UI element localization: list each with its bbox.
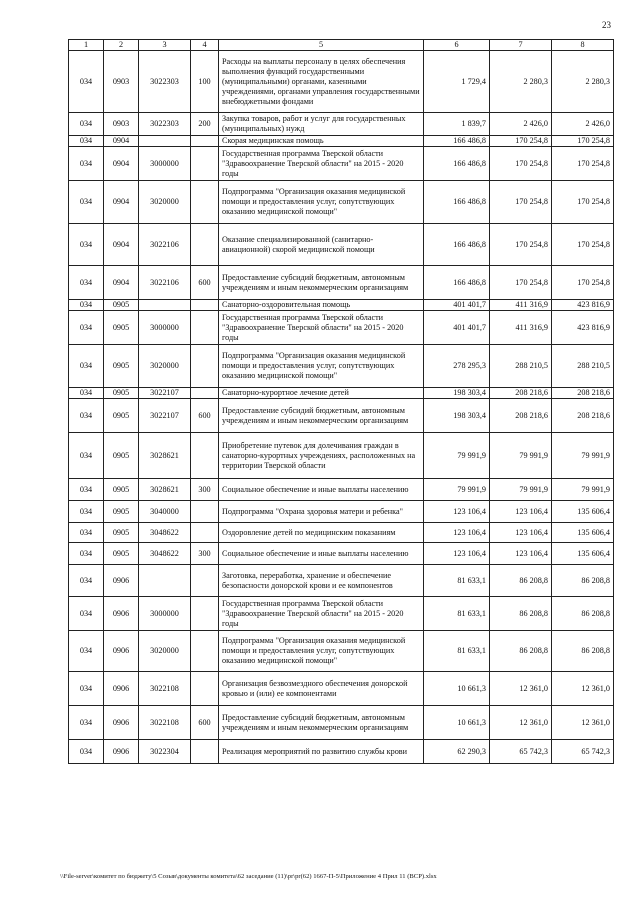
cell-expense-type xyxy=(191,565,219,597)
cell-expense-type xyxy=(191,147,219,181)
cell-expense-type xyxy=(191,523,219,543)
cell-ministry: 034 xyxy=(69,345,104,388)
cell-expense-type xyxy=(191,224,219,266)
cell-ministry: 034 xyxy=(69,706,104,740)
cell-expense-type xyxy=(191,181,219,224)
cell-amount-col7: 288 210,5 xyxy=(490,345,552,388)
cell-amount-col7: 208 218,6 xyxy=(490,388,552,399)
cell-amount-col6: 1 839,7 xyxy=(424,113,490,136)
header-cell: 1 xyxy=(69,40,104,51)
cell-ministry: 034 xyxy=(69,113,104,136)
cell-amount-col8: 79 991,9 xyxy=(552,479,614,501)
table-row xyxy=(69,565,614,597)
cell-section: 0906 xyxy=(104,565,139,597)
cell-target-article: 3048622 xyxy=(139,523,191,543)
header-cell: 8 xyxy=(552,40,614,51)
cell-target-article: 3022303 xyxy=(139,113,191,136)
cell-ministry: 034 xyxy=(69,543,104,565)
table-row xyxy=(69,51,614,113)
cell-description: Организация безвозмездного обеспечения донорской кровью и (или) ее компонентами xyxy=(219,672,424,706)
table-row xyxy=(69,543,614,565)
cell-amount-col6: 401 401,7 xyxy=(424,311,490,345)
cell-description: Расходы на выплаты персоналу в целях обеспечения выполнения функций государственными (муниципальными) органами, казенными учреждениями, органами управления государственными внебюджетными фондами xyxy=(219,51,424,113)
table-row xyxy=(69,706,614,740)
cell-amount-col6: 123 106,4 xyxy=(424,501,490,523)
table-row xyxy=(69,433,614,479)
cell-description: Предоставление субсидий бюджетным, автономным учреждениям и иным некоммерческим организациям xyxy=(219,266,424,300)
cell-expense-type xyxy=(191,672,219,706)
cell-amount-col6: 166 486,8 xyxy=(424,266,490,300)
cell-description: Оказание специализированной (санитарно-авиационной) скорой медицинской помощи xyxy=(219,224,424,266)
table-row xyxy=(69,224,614,266)
cell-description: Государственная программа Тверской области "Здравоохранение Тверской области" на 2015 - 2020 годы xyxy=(219,597,424,631)
cell-amount-col7: 170 254,8 xyxy=(490,147,552,181)
cell-amount-col6: 81 633,1 xyxy=(424,631,490,672)
cell-amount-col6: 10 661,3 xyxy=(424,672,490,706)
cell-target-article: 3000000 xyxy=(139,597,191,631)
cell-target-article xyxy=(139,565,191,597)
cell-amount-col8: 170 254,8 xyxy=(552,266,614,300)
cell-expense-type xyxy=(191,631,219,672)
cell-section: 0904 xyxy=(104,266,139,300)
table-row xyxy=(69,388,614,399)
cell-description: Социальное обеспечение и иные выплаты населению xyxy=(219,543,424,565)
table-row xyxy=(69,266,614,300)
cell-section: 0906 xyxy=(104,672,139,706)
cell-amount-col6: 166 486,8 xyxy=(424,224,490,266)
cell-description: Санаторно-оздоровительная помощь xyxy=(219,300,424,311)
cell-amount-col7: 79 991,9 xyxy=(490,479,552,501)
cell-amount-col7: 411 316,9 xyxy=(490,300,552,311)
cell-target-article: 3022107 xyxy=(139,399,191,433)
cell-section: 0904 xyxy=(104,147,139,181)
cell-amount-col7: 170 254,8 xyxy=(490,266,552,300)
cell-section: 0905 xyxy=(104,479,139,501)
cell-section: 0905 xyxy=(104,345,139,388)
cell-expense-type xyxy=(191,740,219,764)
header-cell: 2 xyxy=(104,40,139,51)
cell-amount-col8: 12 361,0 xyxy=(552,672,614,706)
cell-amount-col8: 170 254,8 xyxy=(552,181,614,224)
cell-expense-type: 100 xyxy=(191,51,219,113)
cell-amount-col8: 135 606,4 xyxy=(552,501,614,523)
cell-section: 0905 xyxy=(104,433,139,479)
cell-amount-col7: 86 208,8 xyxy=(490,631,552,672)
cell-expense-type xyxy=(191,311,219,345)
cell-expense-type xyxy=(191,433,219,479)
cell-ministry: 034 xyxy=(69,523,104,543)
cell-expense-type xyxy=(191,501,219,523)
cell-target-article: 3000000 xyxy=(139,311,191,345)
cell-target-article xyxy=(139,300,191,311)
cell-amount-col7: 123 106,4 xyxy=(490,501,552,523)
cell-section: 0906 xyxy=(104,706,139,740)
cell-amount-col7: 208 218,6 xyxy=(490,399,552,433)
table-row xyxy=(69,501,614,523)
cell-description: Скорая медицинская помощь xyxy=(219,136,424,147)
cell-description: Социальное обеспечение и иные выплаты населению xyxy=(219,479,424,501)
cell-target-article: 3020000 xyxy=(139,345,191,388)
cell-expense-type: 600 xyxy=(191,706,219,740)
cell-description: Заготовка, переработка, хранение и обеспечение безопасности донорской крови и ее компонентов xyxy=(219,565,424,597)
page-number: 23 xyxy=(602,20,611,30)
cell-target-article: 3028621 xyxy=(139,433,191,479)
cell-target-article: 3022304 xyxy=(139,740,191,764)
cell-ministry: 034 xyxy=(69,266,104,300)
header-cell: 4 xyxy=(191,40,219,51)
cell-section: 0905 xyxy=(104,543,139,565)
cell-description: Закупка товаров, работ и услуг для государственных (муниципальных) нужд xyxy=(219,113,424,136)
cell-amount-col7: 79 991,9 xyxy=(490,433,552,479)
cell-section: 0903 xyxy=(104,113,139,136)
cell-ministry: 034 xyxy=(69,740,104,764)
cell-target-article: 3022106 xyxy=(139,266,191,300)
footer-file-path: \\File-server\комитет по бюджету\5 Созыв\документы комитета\62 заседание (11)\pr\pr(62) 1667-П-5\Приложение 4 Прил 11 (ВСР).xlsx xyxy=(60,873,437,880)
table-row xyxy=(69,113,614,136)
cell-amount-col6: 1 729,4 xyxy=(424,51,490,113)
cell-description: Подпрограмма "Организация оказания медицинской помощи и предоставления услуг, сопутствующих оказанию медицинской помощи" xyxy=(219,181,424,224)
cell-target-article: 3020000 xyxy=(139,631,191,672)
cell-ministry: 034 xyxy=(69,300,104,311)
cell-amount-col6: 81 633,1 xyxy=(424,597,490,631)
cell-ministry: 034 xyxy=(69,51,104,113)
cell-amount-col7: 170 254,8 xyxy=(490,181,552,224)
cell-amount-col7: 12 361,0 xyxy=(490,672,552,706)
table-row xyxy=(69,399,614,433)
cell-expense-type: 300 xyxy=(191,543,219,565)
cell-ministry: 034 xyxy=(69,597,104,631)
cell-amount-col7: 2 426,0 xyxy=(490,113,552,136)
table-row xyxy=(69,345,614,388)
table-row xyxy=(69,523,614,543)
header-cell: 3 xyxy=(139,40,191,51)
cell-target-article: 3022107 xyxy=(139,388,191,399)
cell-target-article: 3020000 xyxy=(139,181,191,224)
cell-description: Реализация мероприятий по развитию службы крови xyxy=(219,740,424,764)
cell-target-article: 3028621 xyxy=(139,479,191,501)
table-header-row xyxy=(69,40,614,51)
cell-section: 0905 xyxy=(104,388,139,399)
cell-expense-type: 600 xyxy=(191,399,219,433)
cell-description: Предоставление субсидий бюджетным, автономным учреждениям и иным некоммерческим организациям xyxy=(219,706,424,740)
cell-amount-col7: 86 208,8 xyxy=(490,565,552,597)
cell-amount-col8: 135 606,4 xyxy=(552,543,614,565)
cell-target-article: 3022106 xyxy=(139,224,191,266)
cell-amount-col6: 123 106,4 xyxy=(424,523,490,543)
cell-section: 0904 xyxy=(104,136,139,147)
cell-section: 0905 xyxy=(104,300,139,311)
cell-ministry: 034 xyxy=(69,311,104,345)
cell-amount-col8: 423 816,9 xyxy=(552,300,614,311)
cell-amount-col8: 86 208,8 xyxy=(552,565,614,597)
cell-section: 0905 xyxy=(104,399,139,433)
budget-table xyxy=(68,39,614,764)
header-cell: 5 xyxy=(219,40,424,51)
table-row xyxy=(69,631,614,672)
cell-description: Подпрограмма "Организация оказания медицинской помощи и предоставления услуг, сопутствующих оказанию медицинской помощи" xyxy=(219,345,424,388)
cell-target-article: 3040000 xyxy=(139,501,191,523)
cell-section: 0905 xyxy=(104,311,139,345)
cell-amount-col7: 170 254,8 xyxy=(490,224,552,266)
cell-amount-col8: 170 254,8 xyxy=(552,136,614,147)
table-row xyxy=(69,597,614,631)
table-row xyxy=(69,311,614,345)
cell-amount-col7: 411 316,9 xyxy=(490,311,552,345)
cell-ministry: 034 xyxy=(69,388,104,399)
cell-expense-type: 600 xyxy=(191,266,219,300)
cell-amount-col8: 65 742,3 xyxy=(552,740,614,764)
cell-ministry: 034 xyxy=(69,399,104,433)
header-cell: 6 xyxy=(424,40,490,51)
header-cell: 7 xyxy=(490,40,552,51)
cell-amount-col8: 86 208,8 xyxy=(552,597,614,631)
cell-amount-col8: 208 218,6 xyxy=(552,399,614,433)
cell-amount-col7: 123 106,4 xyxy=(490,523,552,543)
cell-ministry: 034 xyxy=(69,565,104,597)
cell-amount-col7: 12 361,0 xyxy=(490,706,552,740)
cell-section: 0906 xyxy=(104,631,139,672)
cell-amount-col8: 12 361,0 xyxy=(552,706,614,740)
cell-amount-col8: 288 210,5 xyxy=(552,345,614,388)
table-body xyxy=(69,51,614,764)
cell-description: Государственная программа Тверской области "Здравоохранение Тверской области" на 2015 - 2020 годы xyxy=(219,147,424,181)
cell-amount-col6: 81 633,1 xyxy=(424,565,490,597)
table-row xyxy=(69,181,614,224)
cell-section: 0905 xyxy=(104,501,139,523)
cell-amount-col6: 166 486,8 xyxy=(424,136,490,147)
cell-expense-type: 200 xyxy=(191,113,219,136)
table-row xyxy=(69,136,614,147)
cell-expense-type xyxy=(191,136,219,147)
table-row xyxy=(69,672,614,706)
cell-ministry: 034 xyxy=(69,501,104,523)
cell-description: Подпрограмма "Организация оказания медицинской помощи и предоставления услуг, сопутствующих оказанию медицинской помощи" xyxy=(219,631,424,672)
cell-description: Государственная программа Тверской области "Здравоохранение Тверской области" на 2015 - 2020 годы xyxy=(219,311,424,345)
cell-target-article: 3022303 xyxy=(139,51,191,113)
cell-expense-type: 300 xyxy=(191,479,219,501)
cell-section: 0906 xyxy=(104,597,139,631)
cell-description: Предоставление субсидий бюджетным, автономным учреждениям и иным некоммерческим организациям xyxy=(219,399,424,433)
cell-amount-col6: 79 991,9 xyxy=(424,479,490,501)
table-row xyxy=(69,300,614,311)
cell-target-article xyxy=(139,136,191,147)
cell-amount-col6: 198 303,4 xyxy=(424,399,490,433)
cell-amount-col7: 65 742,3 xyxy=(490,740,552,764)
cell-expense-type xyxy=(191,388,219,399)
cell-amount-col6: 198 303,4 xyxy=(424,388,490,399)
cell-target-article: 3022108 xyxy=(139,706,191,740)
cell-ministry: 034 xyxy=(69,136,104,147)
cell-amount-col7: 86 208,8 xyxy=(490,597,552,631)
cell-section: 0903 xyxy=(104,51,139,113)
cell-amount-col8: 79 991,9 xyxy=(552,433,614,479)
cell-amount-col8: 86 208,8 xyxy=(552,631,614,672)
cell-section: 0904 xyxy=(104,224,139,266)
table-row xyxy=(69,479,614,501)
cell-description: Приобретение путевок для долечивания граждан в санаторно-курортных учреждениях, расположенных на территории Тверской области xyxy=(219,433,424,479)
cell-ministry: 034 xyxy=(69,433,104,479)
cell-amount-col8: 170 254,8 xyxy=(552,147,614,181)
cell-amount-col7: 123 106,4 xyxy=(490,543,552,565)
cell-description: Оздоровление детей по медицинским показаниям xyxy=(219,523,424,543)
cell-ministry: 034 xyxy=(69,147,104,181)
cell-description: Санаторно-курортное лечение детей xyxy=(219,388,424,399)
cell-section: 0905 xyxy=(104,523,139,543)
cell-amount-col6: 10 661,3 xyxy=(424,706,490,740)
cell-amount-col8: 423 816,9 xyxy=(552,311,614,345)
cell-amount-col8: 2 426,0 xyxy=(552,113,614,136)
cell-ministry: 034 xyxy=(69,224,104,266)
cell-ministry: 034 xyxy=(69,631,104,672)
cell-target-article: 3048622 xyxy=(139,543,191,565)
cell-amount-col6: 166 486,8 xyxy=(424,181,490,224)
cell-amount-col7: 2 280,3 xyxy=(490,51,552,113)
cell-section: 0904 xyxy=(104,181,139,224)
cell-amount-col6: 278 295,3 xyxy=(424,345,490,388)
cell-amount-col8: 2 280,3 xyxy=(552,51,614,113)
cell-amount-col6: 166 486,8 xyxy=(424,147,490,181)
cell-ministry: 034 xyxy=(69,672,104,706)
cell-expense-type xyxy=(191,300,219,311)
cell-expense-type xyxy=(191,597,219,631)
cell-amount-col6: 401 401,7 xyxy=(424,300,490,311)
cell-amount-col6: 79 991,9 xyxy=(424,433,490,479)
cell-section: 0906 xyxy=(104,740,139,764)
cell-amount-col8: 170 254,8 xyxy=(552,224,614,266)
table-row xyxy=(69,147,614,181)
cell-target-article: 3022108 xyxy=(139,672,191,706)
cell-amount-col8: 208 218,6 xyxy=(552,388,614,399)
cell-target-article: 3000000 xyxy=(139,147,191,181)
cell-amount-col7: 170 254,8 xyxy=(490,136,552,147)
cell-amount-col6: 123 106,4 xyxy=(424,543,490,565)
cell-ministry: 034 xyxy=(69,479,104,501)
cell-ministry: 034 xyxy=(69,181,104,224)
cell-amount-col6: 62 290,3 xyxy=(424,740,490,764)
cell-description: Подпрограмма "Охрана здоровья матери и ребенка" xyxy=(219,501,424,523)
table-row xyxy=(69,740,614,764)
cell-expense-type xyxy=(191,345,219,388)
cell-amount-col8: 135 606,4 xyxy=(552,523,614,543)
